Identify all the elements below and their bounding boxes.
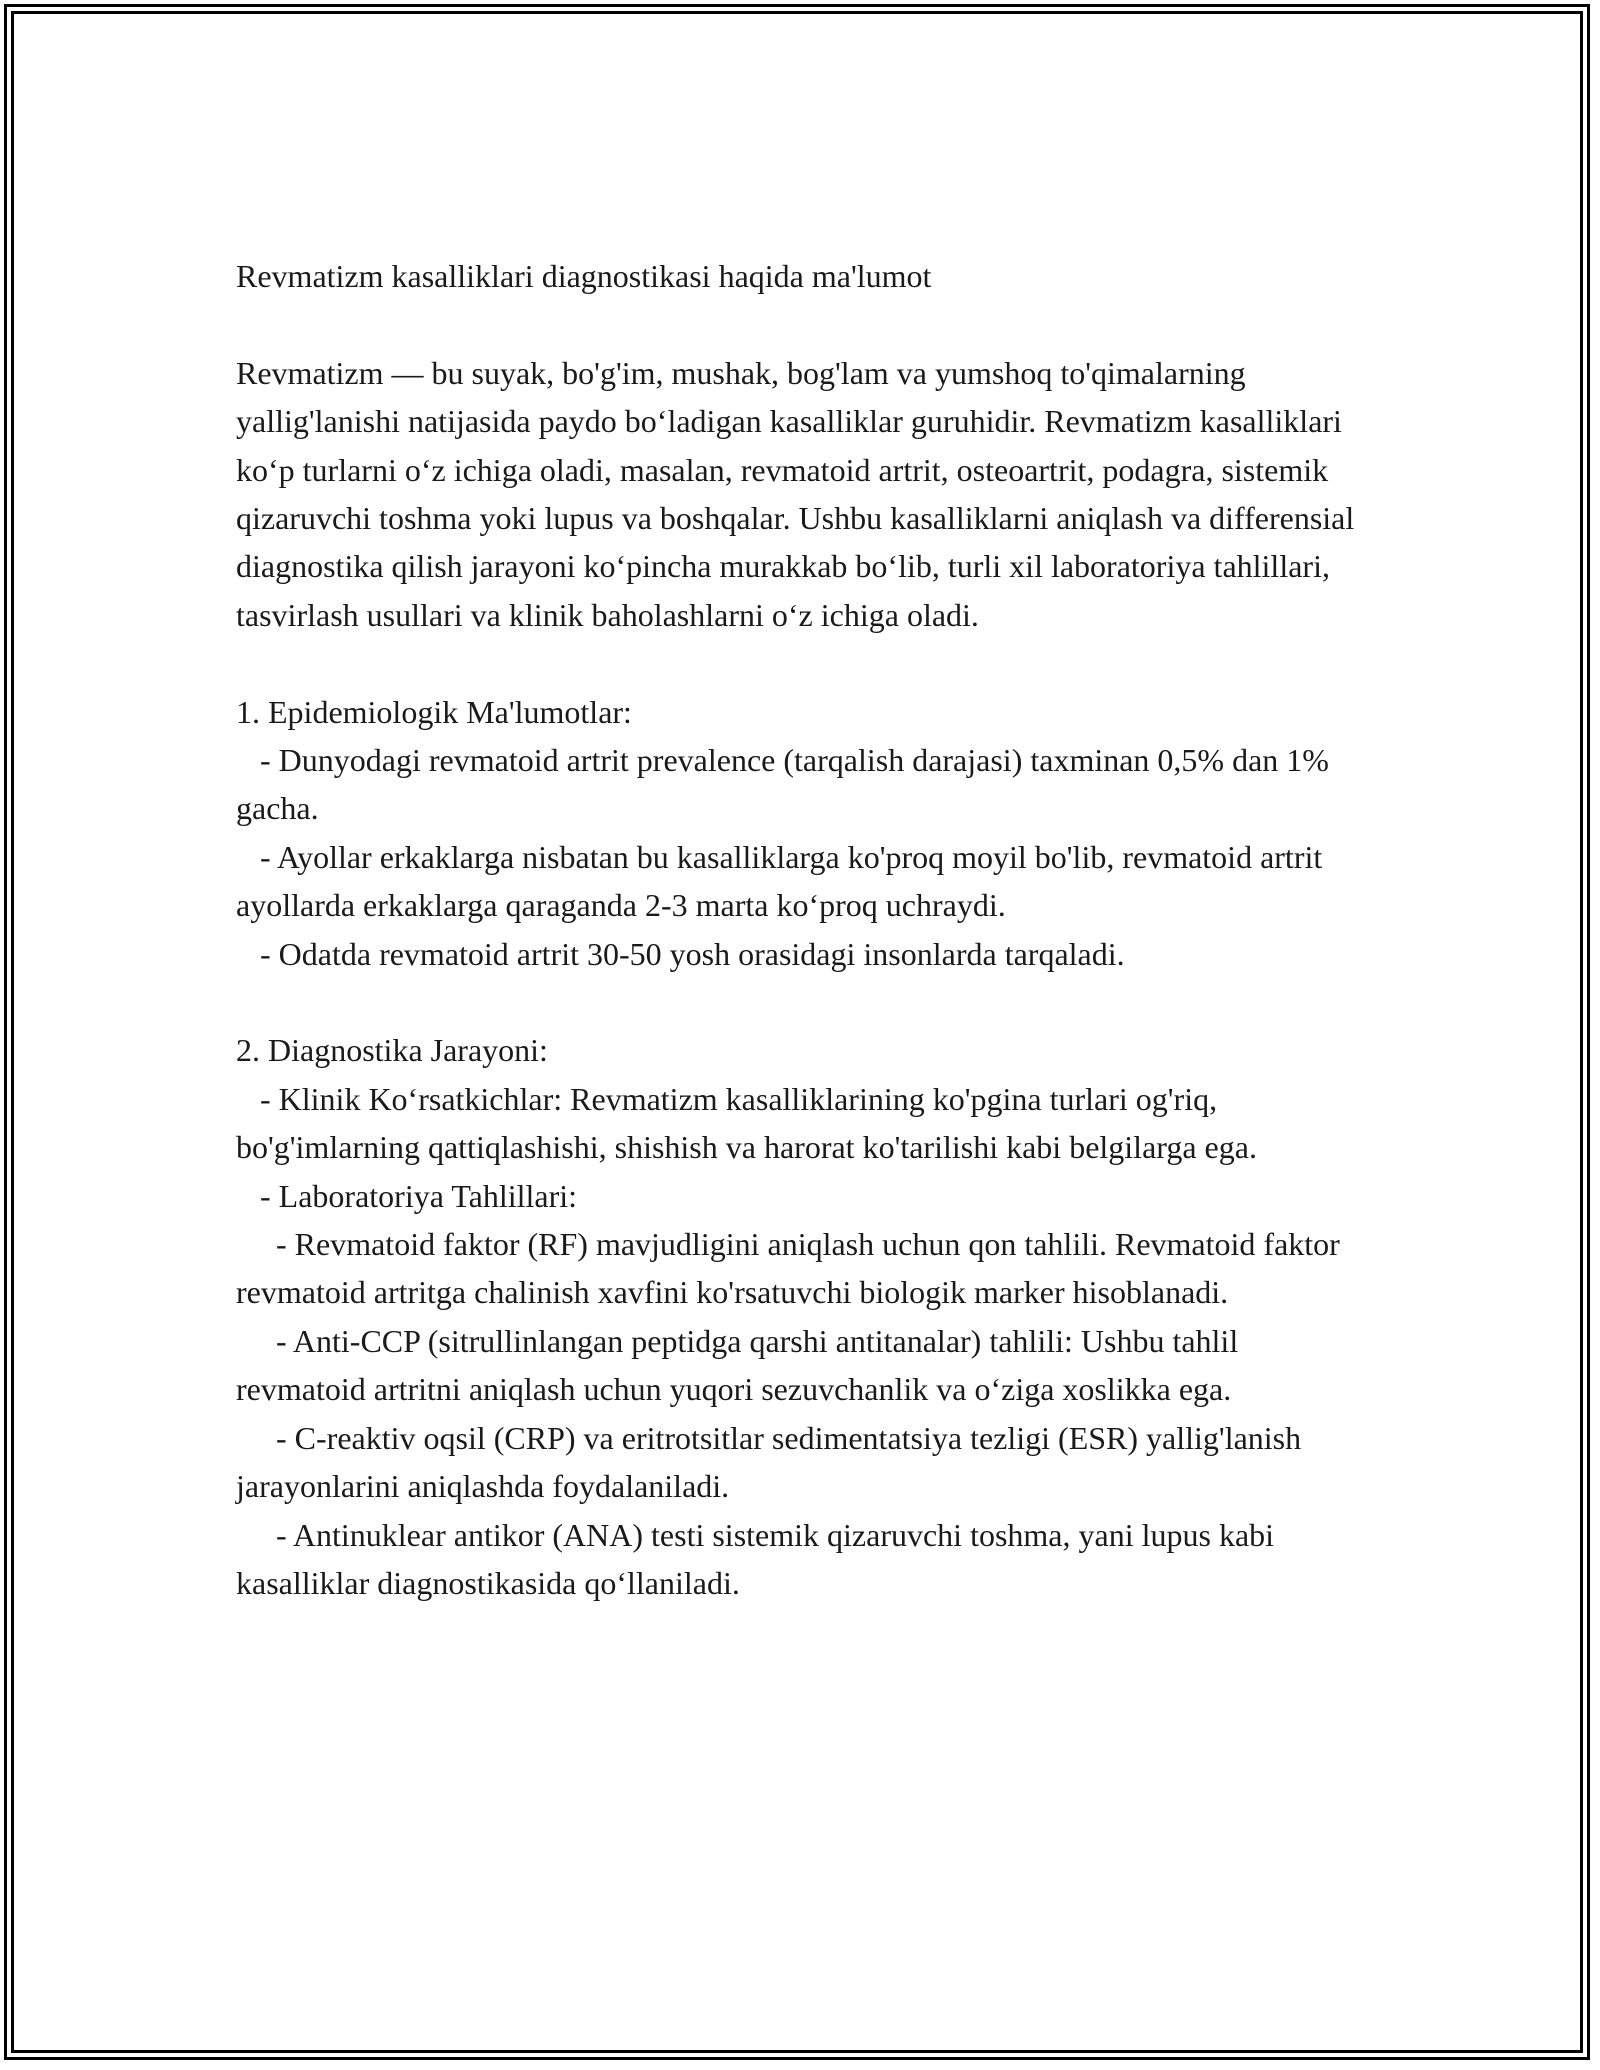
list-item: - Ayollar erkaklarga nisbatan bu kasalliklarga ko'proq moyil bo'lib, revmatoid artrit ayollarda erkaklarga qaraganda 2-3 marta ko‘proq uchraydi.	[236, 838, 1331, 924]
list-item: - Antinuklear antikor (ANA) testi sistemik qizaruvchi toshma, yani lupus kabi kasalliklar diagnostikasida qo‘llaniladi.	[236, 1516, 1283, 1601]
document-body	[236, 252, 1366, 1607]
spacer	[236, 639, 1366, 687]
list-item: - Revmatoid faktor (RF) mavjudligini aniqlash uchun qon tahlili. Revmatoid faktor revmatoid artritga chalinish xavfini ko'rsatuvchi biologik marker hisoblanadi.	[236, 1226, 1348, 1311]
section-heading: 1. Epidemiologik Ma'lumotlar:	[236, 693, 632, 730]
document-title: Revmatizm kasalliklari diagnostikasi haqida ma'lumot	[236, 258, 932, 294]
section-heading: 2. Diagnostika Jarayoni:	[236, 1032, 548, 1069]
section-epidemiology	[236, 688, 1366, 978]
spacer	[236, 300, 1366, 348]
list-item: - Laboratoriya Tahlillari:	[236, 1177, 578, 1214]
spacer	[236, 978, 1366, 1026]
list-item: - Odatda revmatoid artrit 30-50 yosh orasidagi insonlarda tarqaladi.	[236, 935, 1125, 972]
list-item: - Klinik Ko‘rsatkichlar: Revmatizm kasalliklarining ko'pgina turlari og'riq, bo'g'imlarning qattiqlashishi, shishish va harorat ko'tarilishi kabi belgilarga ega.	[236, 1080, 1257, 1166]
list-item: - C-reaktiv oqsil (CRP) va eritrotsitlar sedimentatsiya tezligi (ESR) yallig'lanish jarayonlarini aniqlashda foydalaniladi.	[236, 1419, 1310, 1505]
list-item: - Dunyodagi revmatoid artrit prevalence (tarqalish darajasi) taxminan 0,5% dan 1% gacha.	[236, 742, 1337, 827]
list-item: - Anti-CCP (sitrullinlangan peptidga qarshi antitanalar) tahlili: Ushbu tahlil revmatoid artritni aniqlash uchun yuqori sezuvchanlik va o‘ziga xoslikka ega.	[236, 1322, 1247, 1408]
intro-paragraph: Revmatizm — bu suyak, bo'g'im, mushak, bog'lam va yumshoq to'qimalarning yallig'lanishi natijasida paydo bo‘ladigan kasalliklar guruhidir. Revmatizm kasalliklari ko‘p turlarni o‘z ichiga oladi, masalan, revmatoid artrit, osteoartrit, podagra, sistemik qizaruvchi toshma yoki lupus va boshqalar. Ushbu kasalliklarni aniqlash va differensial diagnostika qilish jarayoni ko‘pincha murakkab bo‘lib, turli xil laboratoriya tahlillari, tasvirlash usullari va klinik baholashlarni o‘z ichiga oladi.	[236, 354, 1363, 633]
section-diagnostics	[236, 1026, 1366, 1607]
